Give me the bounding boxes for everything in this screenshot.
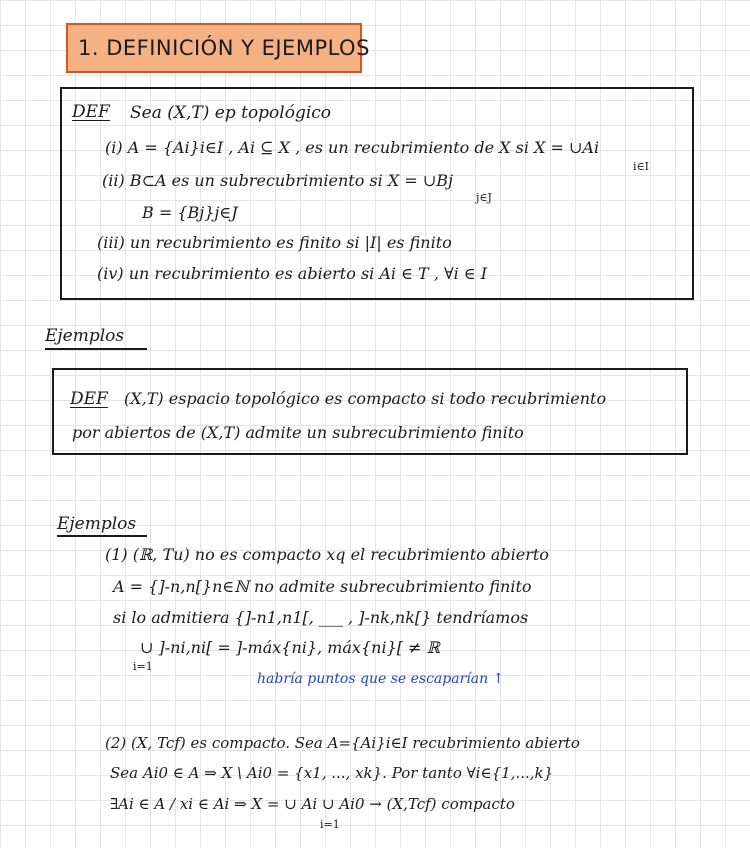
- def-item-ii: (ii) B⊂A es un subrecubrimiento si X = ∪Bj: [102, 171, 453, 190]
- examples-heading-2: Ejemplos: [57, 514, 137, 534]
- example-2-line-3: ∃Ai ∈ A / xi ∈ Ai ⇒ X = ∪ Ai ∪ Ai0 → (X,Tcf) compacto: [110, 795, 515, 813]
- def-label: DEF: [72, 102, 110, 122]
- example-1-line-4-subscript: i=1: [133, 660, 153, 673]
- def-item-iv: (iv) un recubrimiento es abierto si Ai ∈ T , ∀i ∈ I: [97, 264, 488, 283]
- def-item-i-subscript: i∈I: [633, 160, 650, 173]
- example-2-line-1: (2) (X, Tcf) es compacto. Sea A={Ai}i∈I recubrimiento abierto: [105, 734, 580, 752]
- def-item-ii-B: B = {Bj}j∈J: [142, 203, 238, 222]
- compact-def-line-2: por abiertos de (X,T) admite un subrecubrimiento finito: [72, 423, 524, 442]
- example-2-line-3-subscript: i=1: [320, 818, 340, 831]
- section-title: 1. DEFINICIÓN Y EJEMPLOS: [78, 36, 370, 60]
- compact-def-line-1: (X,T) espacio topológico es compacto si todo recubrimiento: [124, 389, 607, 408]
- def-item-i: (i) A = {Ai}i∈I , Ai ⊆ X , es un recubrimiento de X si X = ∪Ai: [105, 138, 600, 157]
- example-1-line-1: (1) (ℝ, Tu) no es compacto xq el recubrimiento abierto: [105, 545, 549, 564]
- def-item-iii: (iii) un recubrimiento es finito si |I| es finito: [97, 233, 452, 252]
- example-1-line-3: si lo admitiera {]-n1,n1[, ___ , ]-nk,nk[} tendríamos: [113, 608, 529, 627]
- example-1-line-2: A = {]-n,n[}n∈ℕ no admite subrecubrimiento finito: [113, 577, 532, 596]
- def-intro: Sea (X,T) ep topológico: [130, 103, 332, 123]
- examples-heading-1: Ejemplos: [45, 326, 125, 346]
- def-label-2: DEF: [70, 389, 108, 409]
- examples-heading-2-underline: [57, 535, 147, 537]
- def-item-ii-subscript: j∈J: [476, 191, 492, 204]
- example-2-line-2: Sea Ai0 ∈ A ⇒ X \ Ai0 = {x1, ..., xk}. Por tanto ∀i∈{1,...,k}: [110, 764, 554, 782]
- example-1-note: habría puntos que se escaparían ↑: [257, 671, 505, 687]
- examples-heading-1-underline: [45, 348, 147, 350]
- example-1-line-4: ∪ ]-ni,ni[ = ]-máx{ni}, máx{ni}[ ≠ ℝ: [140, 638, 440, 657]
